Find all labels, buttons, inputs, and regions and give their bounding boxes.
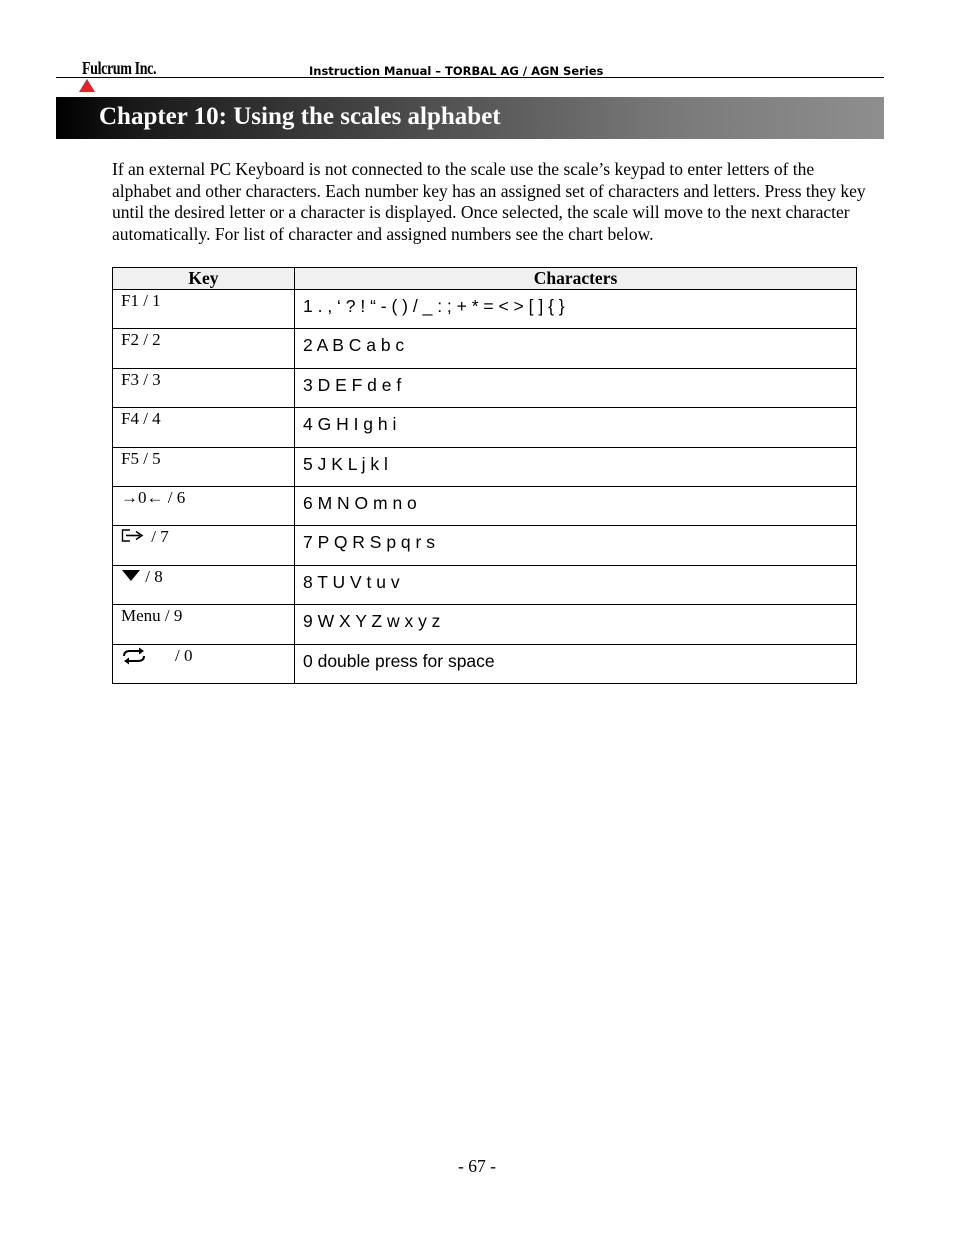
table-row	[113, 447, 857, 486]
table-row	[113, 329, 857, 368]
table-header-row	[113, 268, 857, 290]
logo-triangle-icon	[79, 79, 95, 92]
key-label: / 8	[141, 566, 163, 586]
key-cell: F5 / 5	[113, 447, 295, 486]
key-column-header: Key	[113, 268, 295, 290]
header-title: Instruction Manual – TORBAL AG / AGN Series	[309, 64, 604, 78]
characters-cell: 2 A B C a b c	[295, 329, 857, 368]
characters-cell: 1 . , ‘ ? ! “ - ( ) / _ : ; + * = < > [ ] { }	[295, 290, 857, 329]
table-row	[113, 368, 857, 407]
table-row	[113, 486, 857, 525]
enter-arrow-icon	[121, 527, 147, 545]
key-cell: F2 / 2	[113, 329, 295, 368]
table-row	[113, 644, 857, 683]
zero-arrows-icon: →0←	[121, 487, 164, 507]
key-cell: F3 / 3	[113, 368, 295, 407]
characters-cell: 6 M N O m n o	[295, 486, 857, 525]
cycle-arrows-icon	[121, 646, 175, 666]
down-triangle-icon	[121, 567, 141, 585]
key-cell: Menu / 9	[113, 605, 295, 644]
characters-cell: 0 double press for space	[295, 644, 857, 683]
characters-cell: 3 D E F d e f	[295, 368, 857, 407]
key-label: / 7	[147, 527, 169, 547]
chapter-title: Chapter 10: Using the scales alphabet	[99, 103, 501, 130]
key-cell	[113, 565, 295, 604]
key-cell: F1 / 1	[113, 290, 295, 329]
key-cell	[113, 526, 295, 565]
table-row	[113, 290, 857, 329]
page-header	[56, 56, 884, 82]
page-number: - 67 -	[458, 1156, 496, 1176]
table-row	[113, 565, 857, 604]
characters-cell: 4 G H I g h i	[295, 408, 857, 447]
key-character-table	[112, 267, 857, 684]
company-logo: Fulcrum Inc.	[82, 58, 157, 78]
key-cell	[113, 644, 295, 683]
table-row	[113, 408, 857, 447]
table-row	[113, 526, 857, 565]
key-cell	[113, 486, 295, 525]
key-cell: F4 / 4	[113, 408, 295, 447]
characters-cell: 8 T U V t u v	[295, 565, 857, 604]
characters-cell: 7 P Q R S p q r s	[295, 526, 857, 565]
characters-cell: 9 W X Y Z w x y z	[295, 605, 857, 644]
key-label: / 0	[175, 645, 193, 665]
intro-paragraph: If an external PC Keyboard is not connected to the scale use the scale’s keypad to enter letters of the alphabet and other characters. Each number key has an assigned set of characters and letters. Press they key until the desired letter or a character is displayed. Once selected, the scale will move to the next character automatically. For list of character and assigned numbers see the chart below.	[112, 159, 866, 244]
characters-cell: 5 J K L j k l	[295, 447, 857, 486]
key-label: / 6	[163, 487, 186, 507]
table-row	[113, 605, 857, 644]
header-rule	[56, 77, 884, 78]
characters-column-header: Characters	[295, 268, 857, 290]
chapter-banner	[56, 97, 884, 139]
